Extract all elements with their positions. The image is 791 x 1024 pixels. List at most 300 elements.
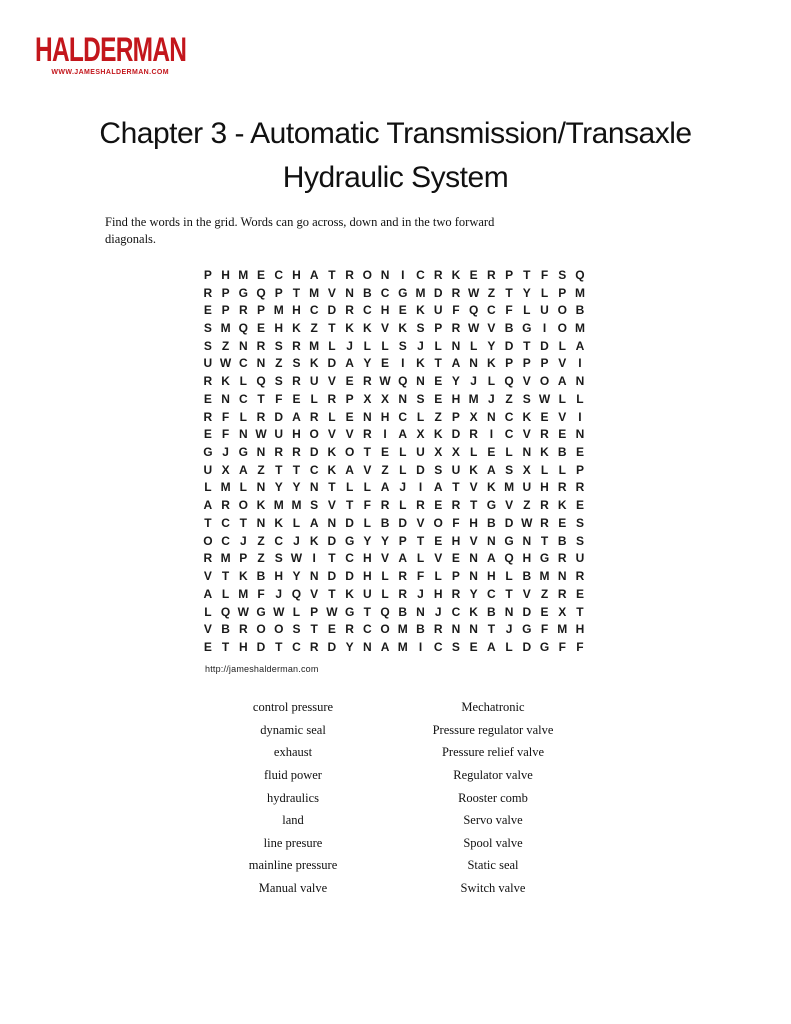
- word-list-item: Manual valve: [258, 881, 328, 896]
- grid-letter: K: [469, 462, 478, 477]
- grid-letter: X: [221, 462, 230, 477]
- grid-letter: R: [292, 374, 301, 389]
- grid-letter: P: [505, 356, 514, 371]
- grid-letter: Z: [540, 586, 549, 601]
- grid-letter: V: [327, 498, 336, 513]
- grid-letter: Q: [220, 604, 231, 619]
- grid-letter: N: [575, 374, 585, 389]
- grid-letter: O: [362, 267, 372, 282]
- grid-letter: T: [239, 515, 247, 530]
- word-list-item: Switch valve: [460, 881, 526, 896]
- grid-letter: L: [469, 338, 478, 353]
- grid-letter: P: [310, 604, 319, 619]
- grid-letter: J: [417, 586, 424, 601]
- grid-letter: R: [203, 374, 213, 389]
- grid-letter: Q: [504, 374, 514, 389]
- grid-letter: J: [505, 622, 513, 637]
- grid-letter: M: [220, 480, 231, 495]
- grid-letter: Z: [257, 551, 265, 566]
- grid-letter: H: [380, 303, 390, 318]
- grid-letter: V: [327, 285, 336, 300]
- grid-letter: T: [328, 321, 336, 336]
- grid-letter: Z: [221, 338, 230, 353]
- grid-letter: E: [558, 427, 567, 442]
- grid-letter: Q: [256, 374, 266, 389]
- grid-letter: Z: [310, 321, 318, 336]
- grid-letter: S: [274, 338, 283, 353]
- grid-letter: K: [309, 533, 319, 548]
- grid-letter: V: [416, 515, 425, 530]
- grid-letter: M: [309, 285, 320, 300]
- grid-letter: V: [434, 551, 443, 566]
- grid-letter: V: [327, 374, 336, 389]
- grid-letter: D: [522, 639, 532, 654]
- grid-letter: M: [291, 498, 302, 513]
- word-list-item: fluid power: [264, 767, 322, 782]
- grid-letter: R: [362, 374, 372, 389]
- grid-letter: V: [327, 427, 336, 442]
- grid-letter: W: [219, 356, 232, 371]
- grid-letter: L: [487, 374, 496, 389]
- grid-letter: B: [504, 321, 514, 336]
- grid-letter: R: [575, 569, 585, 584]
- grid-letter: Y: [363, 533, 372, 548]
- grid-letter: T: [363, 604, 371, 619]
- grid-letter: H: [362, 551, 372, 566]
- grid-letter: B: [416, 622, 425, 637]
- grid-letter: E: [203, 639, 212, 654]
- grid-letter: N: [469, 551, 478, 566]
- grid-letter: U: [203, 462, 213, 477]
- grid-letter: W: [521, 515, 533, 530]
- grid-letter: E: [558, 515, 567, 530]
- grid-letter: S: [292, 622, 301, 637]
- grid-letter: R: [238, 622, 248, 637]
- grid-letter: K: [416, 356, 425, 371]
- grid-letter: U: [522, 480, 532, 495]
- grid-letter: T: [523, 338, 531, 353]
- grid-letter: L: [399, 462, 407, 477]
- grid-letter: Z: [523, 498, 531, 513]
- word-list-item: Pressure regulator valve: [432, 722, 554, 737]
- grid-letter: R: [433, 622, 443, 637]
- grid-letter: R: [469, 427, 478, 442]
- grid-letter: T: [221, 639, 230, 654]
- grid-letter: J: [399, 480, 407, 495]
- grid-letter: C: [451, 604, 461, 619]
- grid-letter: R: [557, 480, 567, 495]
- grid-letter: B: [380, 515, 390, 530]
- grid-letter: L: [505, 445, 513, 460]
- grid-letter: N: [575, 427, 585, 442]
- grid-letter: N: [469, 356, 478, 371]
- grid-letter: T: [345, 498, 354, 513]
- grid-letter: C: [221, 515, 230, 530]
- grid-letter: X: [469, 409, 478, 424]
- grid-letter: D: [327, 639, 337, 654]
- grid-letter: V: [505, 498, 514, 513]
- grid-letter: J: [222, 445, 229, 460]
- grid-letter: I: [578, 356, 582, 371]
- word-list-item: dynamic seal: [260, 722, 326, 737]
- grid-letter: J: [488, 391, 495, 406]
- grid-letter: Z: [434, 409, 442, 424]
- grid-letter: R: [203, 551, 213, 566]
- grid-letter: U: [362, 586, 372, 601]
- grid-letter: P: [203, 267, 212, 282]
- word-list-item: exhaust: [273, 745, 313, 760]
- grid-letter: W: [255, 427, 267, 442]
- grid-letter: V: [203, 622, 212, 637]
- grid-letter: S: [274, 551, 283, 566]
- grid-letter: M: [574, 321, 585, 336]
- grid-letter: R: [540, 515, 549, 530]
- grid-letter: H: [380, 409, 390, 424]
- grid-letter: E: [203, 391, 212, 406]
- grid-letter: T: [292, 285, 301, 300]
- grid-letter: T: [434, 356, 442, 371]
- grid-letter: E: [434, 498, 443, 513]
- grid-letter: F: [452, 515, 460, 530]
- grid-letter: A: [487, 462, 496, 477]
- grid-letter: K: [345, 321, 354, 336]
- grid-letter: T: [363, 445, 371, 460]
- grid-letter: K: [433, 427, 443, 442]
- grid-letter: D: [327, 303, 337, 318]
- grid-letter: A: [380, 639, 390, 654]
- grid-letter: N: [345, 285, 354, 300]
- grid-letter: A: [309, 515, 319, 530]
- grid-letter: A: [203, 498, 213, 513]
- grid-letter: V: [522, 427, 531, 442]
- word-list-item: Rooster comb: [458, 790, 528, 805]
- grid-letter: N: [487, 533, 496, 548]
- grid-letter: L: [399, 498, 407, 513]
- grid-letter: H: [451, 533, 461, 548]
- grid-letter: K: [345, 586, 354, 601]
- grid-letter: E: [327, 622, 336, 637]
- grid-letter: U: [416, 445, 425, 460]
- grid-letter: M: [273, 498, 284, 513]
- word-list-item: Mechatronic: [461, 700, 525, 714]
- grid-letter: L: [416, 409, 425, 424]
- grid-letter: V: [522, 586, 531, 601]
- grid-letter: H: [540, 480, 549, 495]
- grid-letter: I: [383, 427, 387, 442]
- grid-letter: L: [328, 338, 336, 353]
- grid-letter: R: [203, 409, 213, 424]
- grid-letter: T: [469, 498, 478, 513]
- grid-letter: C: [504, 409, 514, 424]
- grid-letter: R: [292, 338, 301, 353]
- grid-letter: I: [312, 551, 316, 566]
- grid-letter: N: [256, 515, 266, 530]
- grid-letter: A: [380, 480, 390, 495]
- grid-letter: N: [309, 569, 319, 584]
- grid-letter: E: [345, 409, 354, 424]
- grid-letter: V: [363, 462, 372, 477]
- grid-letter: V: [345, 427, 354, 442]
- grid-letter: U: [451, 462, 461, 477]
- grid-letter: N: [398, 391, 408, 406]
- grid-letter: O: [344, 445, 355, 460]
- grid-letter: R: [256, 338, 266, 353]
- grid-letter: T: [540, 533, 549, 548]
- grid-letter: B: [557, 533, 567, 548]
- grid-letter: I: [489, 427, 494, 442]
- grid-letter: X: [558, 604, 567, 619]
- grid-letter: P: [221, 303, 230, 318]
- grid-letter: Y: [274, 480, 283, 495]
- grid-letter: E: [398, 303, 407, 318]
- grid-letter: S: [575, 515, 584, 530]
- title-line-2: Hydraulic System: [282, 161, 509, 194]
- grid-letter: L: [505, 639, 513, 654]
- grid-letter: T: [292, 462, 301, 477]
- grid-letter: C: [504, 427, 514, 442]
- grid-letter: O: [238, 498, 248, 513]
- grid-letter: C: [416, 267, 425, 282]
- grid-letter: D: [327, 569, 337, 584]
- word-list-item: land: [282, 813, 304, 828]
- grid-letter: C: [380, 285, 390, 300]
- grid-letter: U: [309, 374, 319, 389]
- grid-letter: H: [522, 551, 532, 566]
- grid-letter: L: [381, 338, 389, 353]
- grid-letter: Q: [504, 551, 514, 566]
- grid-letter: W: [290, 551, 303, 566]
- grid-letter: B: [487, 515, 496, 530]
- grid-letter: H: [292, 267, 301, 282]
- grid-letter: N: [504, 604, 514, 619]
- grid-letter: N: [256, 445, 266, 460]
- grid-letter: K: [327, 462, 337, 477]
- grid-letter: B: [557, 445, 567, 460]
- grid-letter: A: [575, 338, 585, 353]
- grid-letter: L: [363, 515, 371, 530]
- grid-letter: E: [575, 445, 584, 460]
- grid-letter: D: [327, 356, 337, 371]
- grid-letter: A: [345, 462, 354, 477]
- grid-letter: R: [256, 409, 266, 424]
- grid-letter: D: [398, 515, 408, 530]
- grid-letter: H: [292, 427, 301, 442]
- grid-letter: J: [470, 374, 477, 389]
- grid-letter: J: [293, 533, 300, 548]
- grid-letter: G: [344, 604, 355, 619]
- grid-letter: T: [576, 604, 584, 619]
- grid-letter: D: [522, 604, 532, 619]
- grid-letter: N: [380, 267, 390, 282]
- grid-letter: O: [433, 515, 443, 530]
- grid-letter: B: [575, 303, 585, 318]
- grid-letter: C: [309, 462, 319, 477]
- grid-letter: S: [416, 321, 425, 336]
- grid-letter: K: [292, 321, 301, 336]
- grid-letter: O: [256, 622, 266, 637]
- grid-letter: G: [238, 445, 248, 460]
- grid-letter: O: [274, 622, 284, 637]
- grid-letter: C: [362, 303, 372, 318]
- grid-letter: A: [451, 356, 461, 371]
- grid-letter: K: [256, 498, 266, 513]
- grid-letter: E: [381, 445, 390, 460]
- grid-letter: E: [540, 604, 549, 619]
- grid-letter: Z: [487, 285, 496, 300]
- grid-letter: R: [398, 569, 408, 584]
- grid-letter: F: [416, 569, 425, 584]
- grid-letter: V: [469, 480, 478, 495]
- grid-letter: R: [238, 303, 248, 318]
- grid-letter: N: [256, 356, 266, 371]
- grid-letter: V: [558, 409, 567, 424]
- grid-letter: S: [416, 391, 425, 406]
- grid-letter: X: [522, 462, 531, 477]
- grid-letter: P: [274, 285, 283, 300]
- grid-letter: I: [401, 356, 405, 371]
- grid-letter: Y: [363, 356, 372, 371]
- word-list-item: mainline pressure: [248, 858, 338, 873]
- word-list-item: Servo valve: [463, 813, 523, 828]
- grid-letter: P: [522, 356, 531, 371]
- grid-letter: Q: [398, 374, 408, 389]
- grid-letter: R: [274, 445, 284, 460]
- grid-letter: Y: [451, 374, 460, 389]
- grid-letter: H: [433, 586, 443, 601]
- grid-letter: C: [221, 533, 230, 548]
- grid-letter: R: [575, 480, 585, 495]
- grid-letter: D: [327, 533, 337, 548]
- grid-letter: D: [345, 515, 354, 530]
- grid-letter: P: [221, 285, 230, 300]
- grid-letter: K: [309, 356, 319, 371]
- grid-letter: R: [203, 285, 213, 300]
- grid-letter: M: [238, 267, 249, 282]
- grid-letter: S: [203, 321, 212, 336]
- grid-letter: M: [309, 338, 320, 353]
- title-line-1: Chapter 3 - Automatic Transmission/Transaxle: [99, 117, 692, 150]
- grid-letter: M: [574, 285, 585, 300]
- grid-letter: L: [381, 586, 389, 601]
- grid-letter: H: [362, 569, 372, 584]
- grid-letter: P: [451, 569, 460, 584]
- word-search-grid: [199, 266, 589, 656]
- grid-letter: A: [292, 409, 301, 424]
- grid-letter: K: [327, 445, 337, 460]
- grid-letter: D: [416, 462, 425, 477]
- grid-letter: L: [558, 338, 566, 353]
- grid-letter: F: [576, 639, 584, 654]
- grid-letter: O: [539, 374, 550, 389]
- grid-letter: N: [522, 533, 532, 548]
- grid-letter: C: [398, 409, 408, 424]
- grid-letter: R: [540, 427, 549, 442]
- grid-letter: H: [451, 391, 461, 406]
- grid-letter: X: [451, 445, 460, 460]
- grid-letter: F: [540, 267, 549, 282]
- grid-letter: C: [433, 639, 443, 654]
- grid-letter: N: [362, 639, 372, 654]
- grid-letter: T: [505, 285, 513, 300]
- grid-letter: B: [522, 569, 532, 584]
- word-list-item: Regulator valve: [453, 767, 533, 782]
- grid-letter: C: [292, 639, 301, 654]
- grid-letter: K: [487, 356, 496, 371]
- grid-letter: M: [557, 622, 568, 637]
- grid-letter: I: [542, 321, 547, 336]
- grid-letter: J: [239, 533, 247, 548]
- grid-letter: W: [326, 604, 338, 619]
- grid-letter: B: [487, 604, 496, 619]
- grid-letter: E: [540, 409, 549, 424]
- grid-letter: L: [523, 303, 531, 318]
- grid-letter: F: [221, 427, 230, 442]
- grid-letter: M: [273, 303, 284, 318]
- grid-letter: S: [505, 462, 514, 477]
- grid-letter: Z: [257, 533, 265, 548]
- grid-letter: S: [274, 374, 283, 389]
- grid-letter: G: [522, 622, 532, 637]
- grid-letter: N: [309, 480, 319, 495]
- grid-letter: P: [257, 303, 266, 318]
- grid-letter: Z: [275, 356, 283, 371]
- grid-letter: A: [309, 267, 319, 282]
- grid-letter: O: [380, 622, 390, 637]
- grid-letter: E: [575, 586, 584, 601]
- word-list-item: line presure: [263, 835, 323, 850]
- grid-letter: S: [434, 462, 443, 477]
- grid-letter: K: [522, 409, 532, 424]
- grid-letter: Y: [292, 569, 301, 584]
- grid-letter: E: [203, 427, 212, 442]
- grid-letter: P: [434, 321, 443, 336]
- grid-letter: T: [328, 480, 336, 495]
- grid-letter: R: [292, 445, 301, 460]
- grid-letter: M: [468, 391, 479, 406]
- grid-letter: V: [310, 586, 319, 601]
- grid-letter: S: [451, 639, 460, 654]
- grid-letter: C: [238, 356, 248, 371]
- grid-letter: J: [417, 338, 424, 353]
- instructions-text: [105, 214, 494, 248]
- grid-letter: K: [416, 303, 425, 318]
- grid-letter: T: [487, 622, 496, 637]
- grid-letter: L: [363, 480, 371, 495]
- grid-letter: P: [575, 462, 584, 477]
- grid-letter: V: [203, 569, 212, 584]
- grid-letter: D: [451, 427, 461, 442]
- grid-letter: K: [362, 321, 372, 336]
- grid-letter: R: [416, 498, 425, 513]
- grid-letter: N: [256, 480, 266, 495]
- grid-letter: R: [345, 303, 354, 318]
- grid-letter: N: [487, 409, 496, 424]
- grid-letter: T: [275, 639, 283, 654]
- grid-letter: D: [540, 338, 549, 353]
- grid-letter: C: [274, 533, 284, 548]
- grid-letter: R: [327, 391, 337, 406]
- grid-letter: E: [381, 356, 390, 371]
- grid-letter: R: [540, 498, 549, 513]
- grid-letter: J: [434, 604, 442, 619]
- grid-letter: I: [418, 480, 423, 495]
- grid-letter: D: [433, 285, 443, 300]
- grid-letter: P: [505, 267, 514, 282]
- grid-letter: Z: [381, 462, 389, 477]
- logo-website-text: WWW.JAMESHALDERMAN.COM: [51, 69, 169, 76]
- grid-letter: B: [221, 622, 230, 637]
- grid-letter: Z: [257, 462, 265, 477]
